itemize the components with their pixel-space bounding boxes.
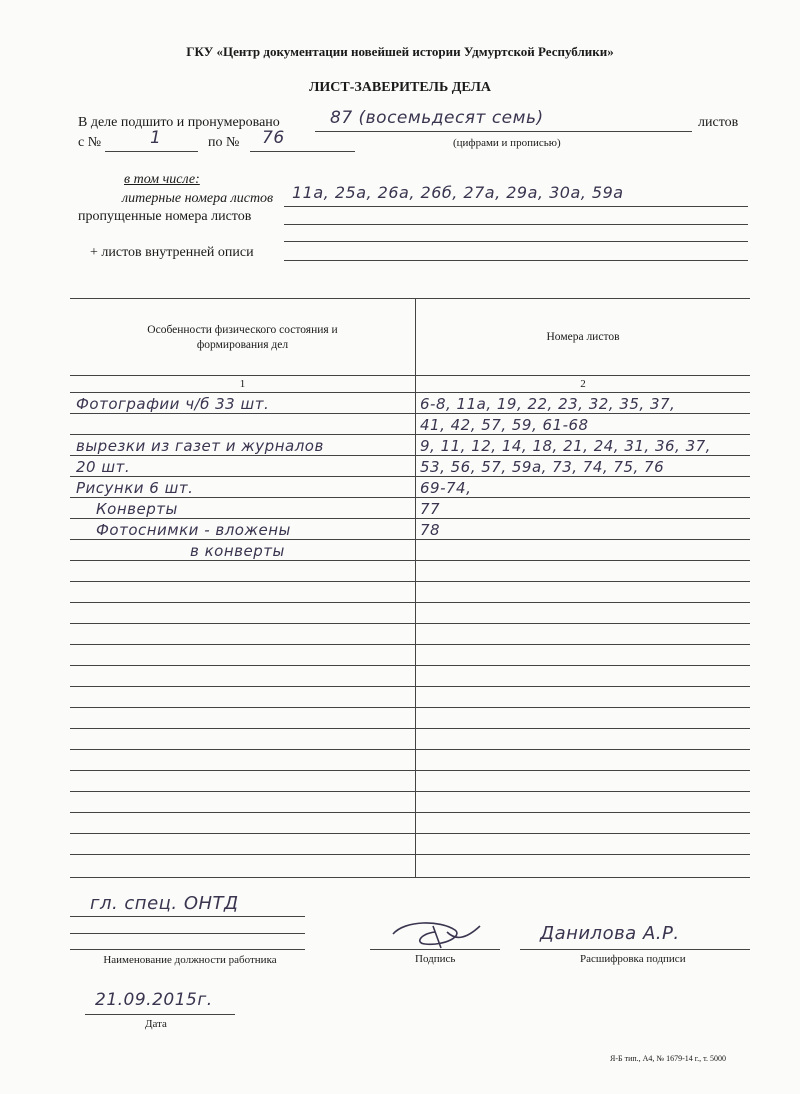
table-rule bbox=[70, 476, 750, 477]
table-row-col1: Конверты bbox=[96, 500, 178, 518]
table-row-col2: 69-74, bbox=[420, 479, 472, 497]
position-underline-1 bbox=[70, 916, 305, 917]
date-value: 21.09.2015г. bbox=[95, 990, 213, 1010]
from-underline bbox=[105, 151, 198, 152]
table-rule bbox=[70, 581, 750, 582]
organization-header: ГКУ «Центр документации новейшей истории Удмуртской Республики» bbox=[186, 44, 614, 59]
to-value: 76 bbox=[262, 128, 285, 148]
to-underline bbox=[250, 151, 355, 152]
table-rule bbox=[70, 560, 750, 561]
table-rule bbox=[70, 539, 750, 540]
letter-numbers-underline bbox=[284, 206, 748, 207]
sign-underline bbox=[370, 949, 500, 950]
table-rule bbox=[70, 602, 750, 603]
table-rule bbox=[70, 854, 750, 855]
table-row-col2: 41, 42, 57, 59, 61-68 bbox=[420, 416, 589, 434]
position-underline-2 bbox=[70, 933, 305, 934]
table-rule bbox=[70, 623, 750, 624]
inner-inventory-underline bbox=[284, 260, 748, 261]
table-row-col1: вырезки из газет и журналов bbox=[76, 437, 324, 455]
table-rule bbox=[70, 686, 750, 687]
table-rule bbox=[70, 434, 750, 435]
table-bottom-border bbox=[70, 877, 750, 878]
table-row-col1: Рисунки 6 шт. bbox=[76, 479, 194, 497]
decode-underline bbox=[520, 949, 750, 950]
table-rule bbox=[70, 665, 750, 666]
table-rule bbox=[70, 833, 750, 834]
position-value: гл. спец. ОНТД bbox=[90, 893, 239, 914]
extra-underline bbox=[284, 241, 748, 242]
table-row-col2: 9, 11, 12, 14, 18, 21, 24, 31, 36, 37, bbox=[420, 437, 711, 455]
table-rule bbox=[70, 707, 750, 708]
inner-inventory-label: + листов внутренней описи bbox=[90, 245, 254, 260]
header-bottom-border bbox=[70, 375, 750, 376]
column-1-header: Особенности физического состояния и формирования дел bbox=[147, 324, 338, 351]
table-rule bbox=[70, 770, 750, 771]
print-info: Я-Б тип., А4, № 1679-14 г., т. 5000 bbox=[610, 1054, 726, 1063]
sewn-value: 87 (восемьдесят семь) bbox=[330, 108, 544, 128]
including-label: в том числе: bbox=[124, 172, 200, 187]
position-label: Наименование должности работника bbox=[103, 954, 277, 966]
table-row-col1: в конверты bbox=[190, 542, 285, 560]
decode-label: Расшифровка подписи bbox=[580, 953, 686, 965]
table-rule bbox=[70, 812, 750, 813]
missing-numbers-label: пропущенные номера листов bbox=[78, 209, 252, 224]
date-underline bbox=[85, 1014, 235, 1015]
table-rule bbox=[70, 749, 750, 750]
column-2-header: Номера листов bbox=[546, 331, 620, 343]
table-row-col1: Фотографии ч/б 33 шт. bbox=[76, 395, 270, 413]
hint-text: (цифрами и прописью) bbox=[453, 137, 561, 149]
table-row-col2: 53, 56, 57, 59а, 73, 74, 75, 76 bbox=[420, 458, 665, 476]
table-row-col2: 78 bbox=[420, 521, 441, 539]
letter-numbers-label: литерные номера листов bbox=[122, 191, 274, 206]
document-title: ЛИСТ-ЗАВЕРИТЕЛЬ ДЕЛА bbox=[308, 80, 492, 95]
missing-numbers-underline bbox=[284, 224, 748, 225]
from-value: 1 bbox=[150, 128, 162, 148]
table-top-border bbox=[70, 298, 750, 299]
decode-value: Данилова А.Р. bbox=[540, 923, 680, 944]
sheets-label: листов bbox=[698, 115, 739, 130]
to-label: по № bbox=[208, 135, 240, 150]
sign-label: Подпись bbox=[415, 953, 456, 965]
table-row-col1: Фотоснимки - вложены bbox=[96, 521, 291, 539]
from-label: с № bbox=[78, 135, 102, 150]
table-row-col2: 77 bbox=[420, 500, 441, 518]
column-1-number: 1 bbox=[239, 378, 246, 390]
table-rule bbox=[70, 518, 750, 519]
position-underline-3 bbox=[70, 949, 305, 950]
table-rule bbox=[70, 392, 750, 393]
table-row-col1: 20 шт. bbox=[76, 458, 131, 476]
table-row-col2: 6-8, 11а, 19, 22, 23, 32, 35, 37, bbox=[420, 395, 676, 413]
signature-image bbox=[385, 914, 485, 957]
column-2-number: 2 bbox=[580, 378, 586, 390]
table-rule bbox=[70, 413, 750, 414]
date-label: Дата bbox=[145, 1018, 167, 1030]
table-rule bbox=[70, 728, 750, 729]
table-rule bbox=[70, 644, 750, 645]
table-rule bbox=[70, 497, 750, 498]
sewn-underline bbox=[315, 131, 692, 132]
table-rule bbox=[70, 791, 750, 792]
letter-numbers-value: 11а, 25а, 26а, 26б, 27а, 29а, 30а, 59а bbox=[292, 183, 624, 202]
sewn-label: В деле подшито и пронумеровано bbox=[78, 115, 280, 130]
table-rule bbox=[70, 455, 750, 456]
